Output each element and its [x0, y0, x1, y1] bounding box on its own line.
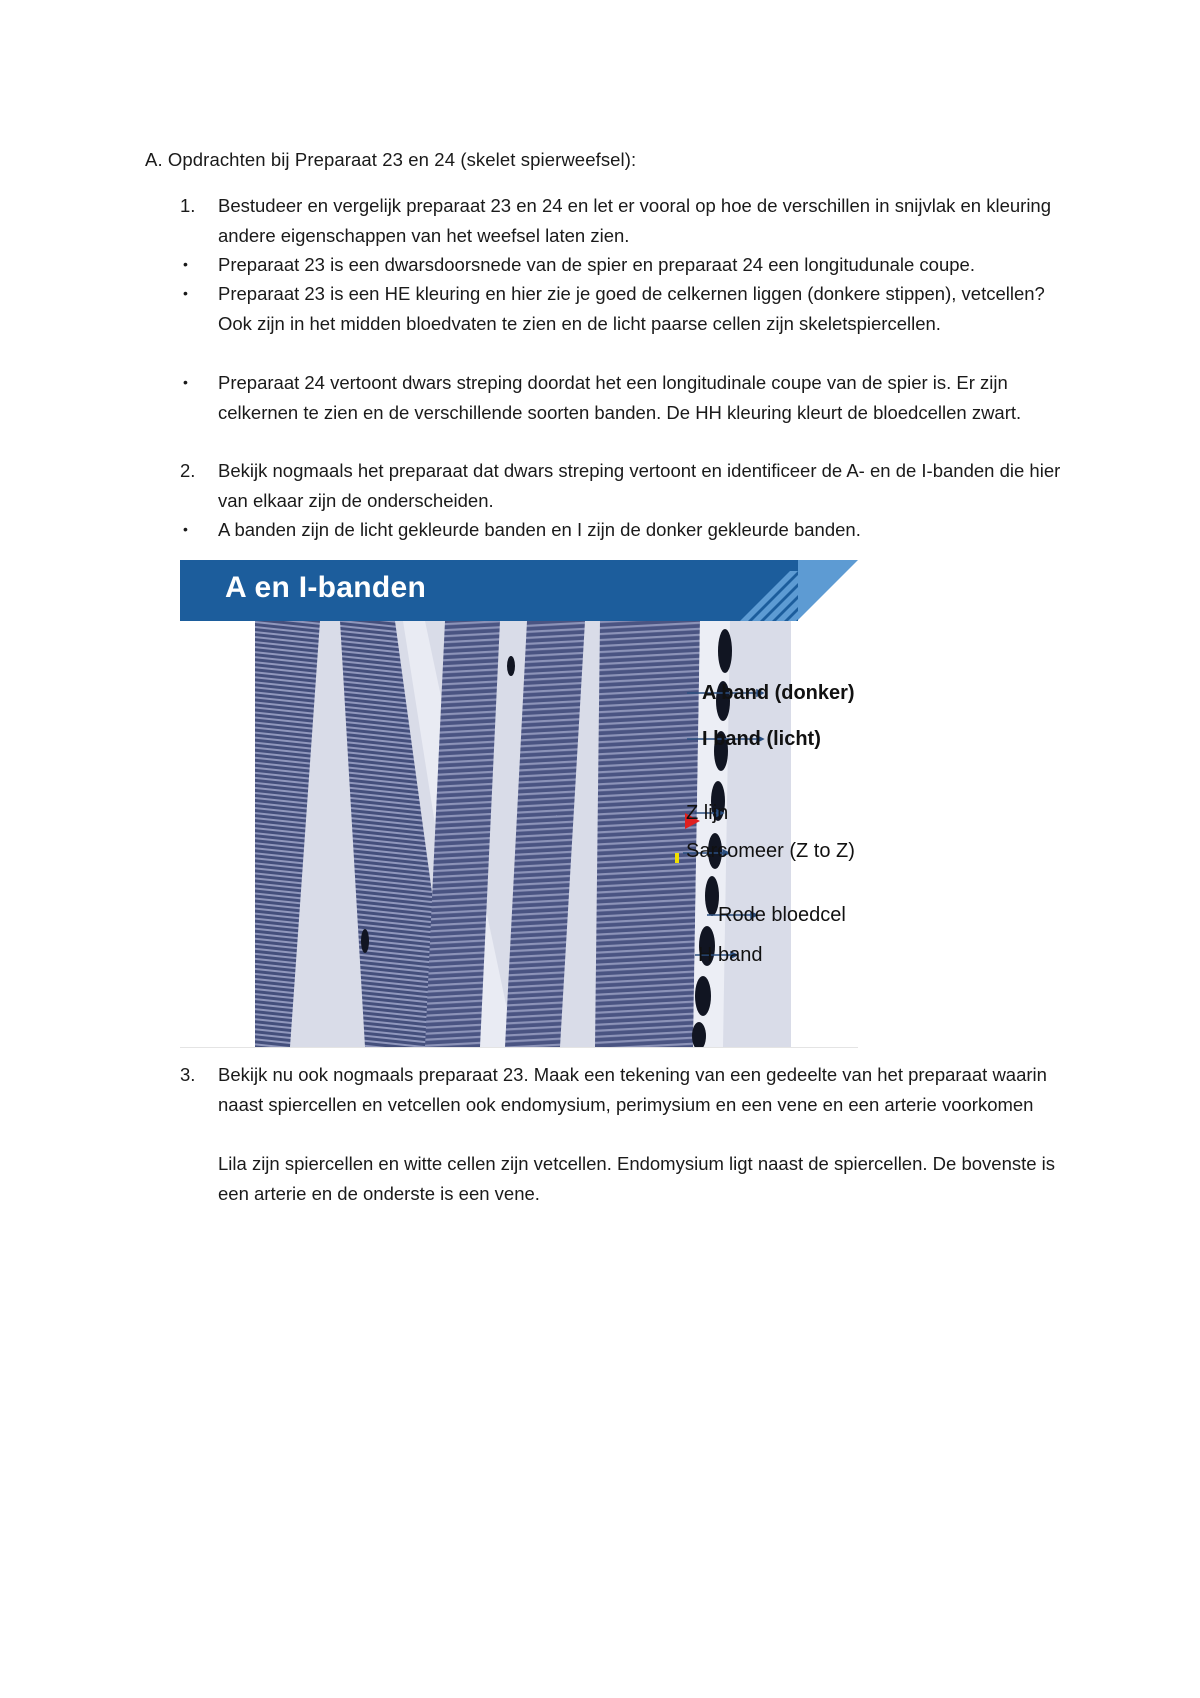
list-item-text: A banden zijn de licht gekleurde banden en I zijn de donker gekleurde banden. [218, 519, 861, 540]
label-rode-bloedcel: Rode bloedcel [718, 904, 846, 926]
list-item [145, 191, 1075, 250]
list-number: 2. [180, 460, 196, 481]
label-z-lijn: Z lijn [686, 802, 729, 824]
figure-baseline [180, 1047, 858, 1048]
list-item-text: Bestudeer en vergelijk preparaat 23 en 24 en let er vooral op hoe de verschillen in snijvlak en kleuring andere eigenschappen van het weefsel laten zien. [218, 195, 1052, 246]
list-item [145, 250, 1075, 280]
label-a-band: A band (donker) [702, 682, 855, 704]
list-item [145, 368, 1075, 427]
yellow-marker [675, 853, 679, 863]
list-item [145, 279, 1075, 338]
figure-title: A en I-banden [225, 571, 427, 604]
list-item-text: Bekijk nogmaals het preparaat dat dwars streping vertoont en identificeer de A- en de I-banden die hier van elkaar zijn de onderscheiden. [218, 460, 1061, 511]
list-item-text: Bekijk nu ook nogmaals preparaat 23. Maak een tekening van een gedeelte van het preparaat waarin naast spiercellen en vetcellen ook endomysium, perimysium en een vene en een arterie voorkomen [218, 1064, 1047, 1115]
label-i-band: I band (licht) [702, 728, 821, 750]
list-item-text: Preparaat 23 is een HE kleuring en hier zie je goed de celkernen liggen (donkere stippen), vetcellen? Ook zijn in het midden bloedvaten te zien en de licht paarse cellen zijn skeletspiercellen. [218, 283, 1045, 334]
list-item-text: Lila zijn spiercellen en witte cellen zijn vetcellen. Endomysium ligt naast de spiercellen. De bovenste is een arterie en de onderste is een vene. [218, 1153, 1056, 1204]
section-heading: A. Opdrachten bij Preparaat 23 en 24 (skelet spierweefsel): [145, 149, 637, 170]
list-number: 3. [180, 1064, 196, 1085]
bullet-icon: • [183, 374, 188, 390]
bullet-icon: • [183, 285, 188, 301]
label-h-band: H band [698, 944, 763, 966]
label-sarcomeer: Sarcomeer (Z to Z) [686, 840, 855, 862]
bullet-icon: • [183, 521, 188, 537]
bullet-icon: • [183, 256, 188, 272]
list-item [145, 1149, 1075, 1208]
list-item [145, 1060, 1075, 1119]
figure-a-en-i-banden [180, 560, 858, 1050]
list-item-text: Preparaat 23 is een dwarsdoorsnede van de spier en preparaat 24 een longitudunale coupe. [218, 254, 975, 275]
list-item-text: Preparaat 24 vertoont dwars streping doordat het een longitudinale coupe van de spier is. Er zijn celkernen te zien en de verschillende soorten banden. De HH kleuring kleurt de bloedcellen zwart. [218, 372, 1022, 423]
list-item [145, 456, 1075, 515]
list-item [145, 515, 1075, 545]
muscle-fiber [595, 621, 700, 1047]
list-number: 1. [180, 195, 196, 216]
